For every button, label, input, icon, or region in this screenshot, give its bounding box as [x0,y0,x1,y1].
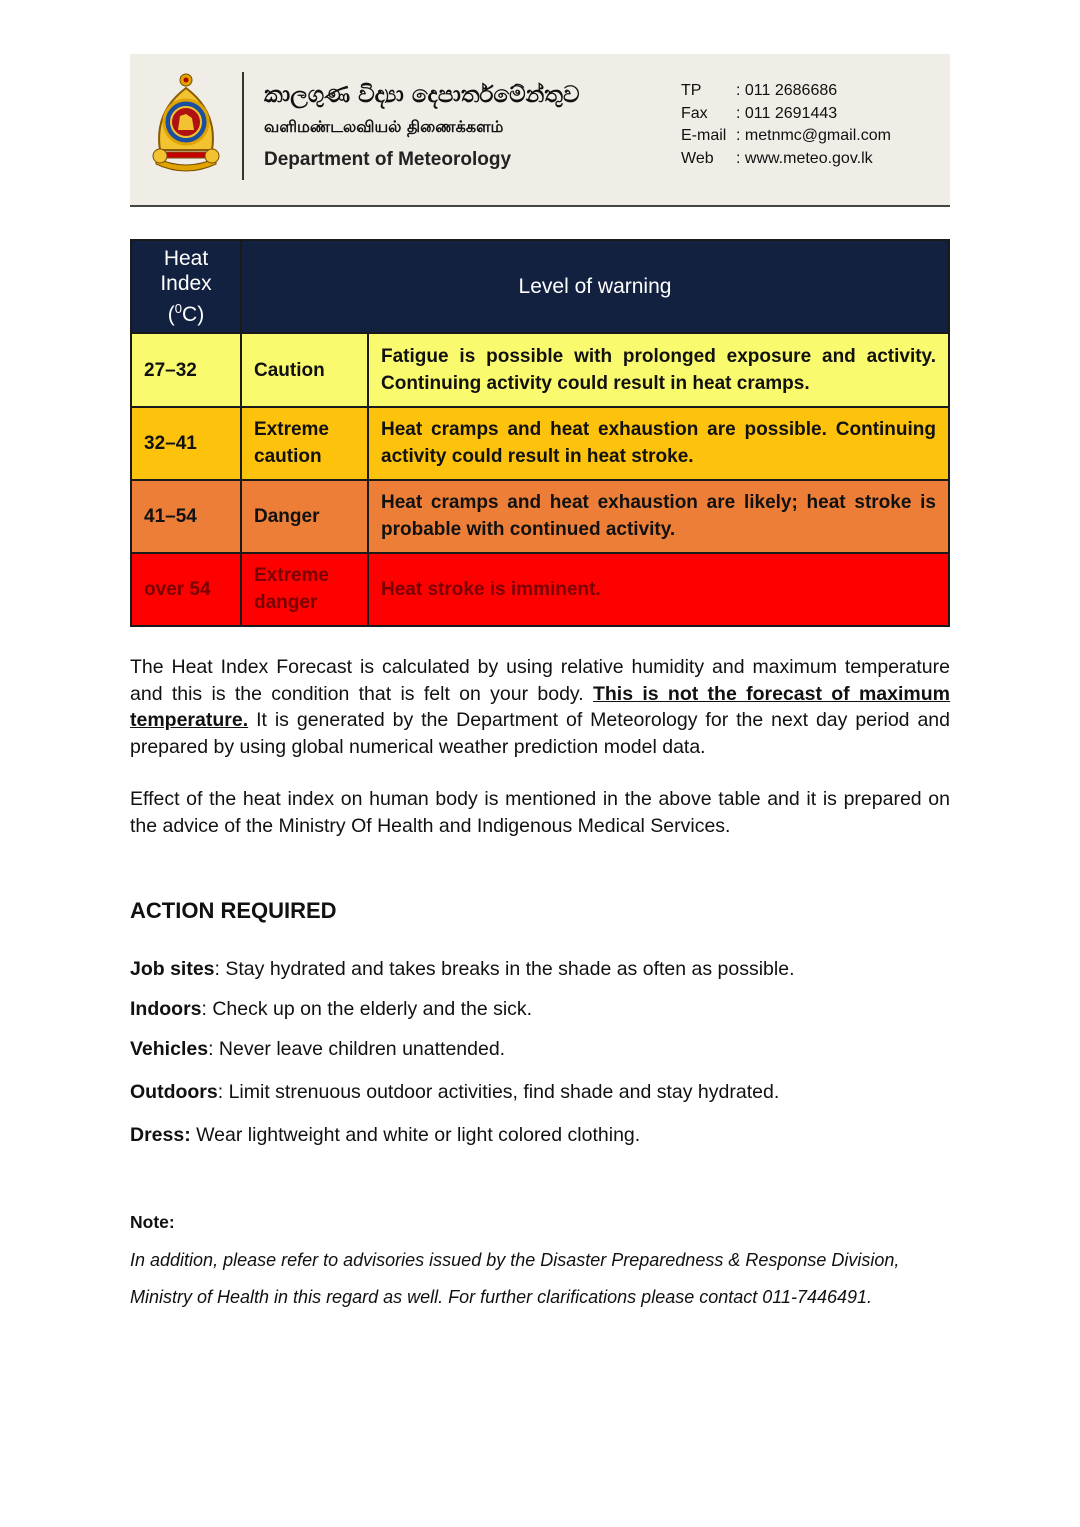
note-text: In addition, please refer to advisories issued by the Disaster Preparedness & Response Division, Ministry of Health in this regard as well. For further clarifications please contact 011-7446491. [130,1250,900,1307]
contact-web: Web : www.meteo.gov.lk [681,149,873,167]
note-heading: Note: [130,1212,175,1232]
heat-index-range: over 54 [131,553,241,626]
heat-index-range: 32–41 [131,407,241,480]
contact-phone: TP : 011 2686686 [681,82,838,99]
table-row [131,480,949,553]
contact-fax: Fax : 011 2691443 [681,104,838,122]
list-item: Dress: Wear lightweight and white or light colored clothing. [130,1124,641,1146]
heat-index-range: 41–54 [131,480,241,553]
sri-lanka-emblem-icon [150,72,222,178]
heat-index-range: 27–32 [131,333,241,406]
org-name-english: Department of Meteorology [264,149,512,170]
warning-description: Fatigue is possible with prolonged exposure and activity. Continuing activity could result in heat cramps. [368,333,949,406]
header-divider [242,72,244,180]
warning-description: Heat stroke is imminent. [368,553,949,626]
heat-index-table [130,239,950,627]
list-item: Indoors: Check up on the elderly and the sick. [130,998,533,1020]
warning-level: Extreme caution [241,407,368,480]
list-item: Job sites: Stay hydrated and takes breaks in the shade as often as possible. [130,958,795,980]
action-required-heading: ACTION REQUIRED [130,898,337,923]
table-row [131,407,949,480]
list-item: Outdoors: Limit strenuous outdoor activities, find shade and stay hydrated. [130,1081,780,1103]
letterhead [130,54,950,207]
organization-names [264,80,580,174]
org-name-sinhala: කාලගුණ විද්‍යා දෙපාර්තමේන්තුව [264,82,580,108]
table-header-row [131,240,949,333]
list-item: Vehicles: Never leave children unattended. [130,1038,506,1060]
contact-email: E-mail : metnmc@gmail.com [681,127,891,144]
org-name-tamil: வளிமண்டலவியல் திணைக்களம் [264,117,504,136]
warning-level: Danger [241,480,368,553]
warning-description: Heat cramps and heat exhaustion are likely; heat stroke is probable with continued activity. [368,480,949,553]
warning-level: Extreme danger [241,553,368,626]
header-level-of-warning: Level of warning [241,240,949,333]
heat-index-explanation: The Heat Index Forecast is calculated by using relative humidity and maximum temperature and this is the condition that is felt on your body. This is not the forecast of maximum temperature. It is generated by the Department of Meteorology for the next day period and prepared by using global numerical weather prediction model data. [130,656,951,758]
table-row [131,333,949,406]
contact-info [681,80,891,170]
warning-level: Caution [241,333,368,406]
table-row [131,553,949,626]
header-heat-index: Heat Index ($^0$C) [131,240,241,333]
warning-description: Heat cramps and heat exhaustion are possible. Continuing activity could result in heat stroke. [368,407,949,480]
health-effect-paragraph: Effect of the heat index on human body is mentioned in the above table and it is prepared on the advice of the Ministry Of Health and Indigenous Medical Services. [130,788,950,837]
not-max-temperature-emphasis: This is not the forecast of maximum temperature. [130,682,951,731]
